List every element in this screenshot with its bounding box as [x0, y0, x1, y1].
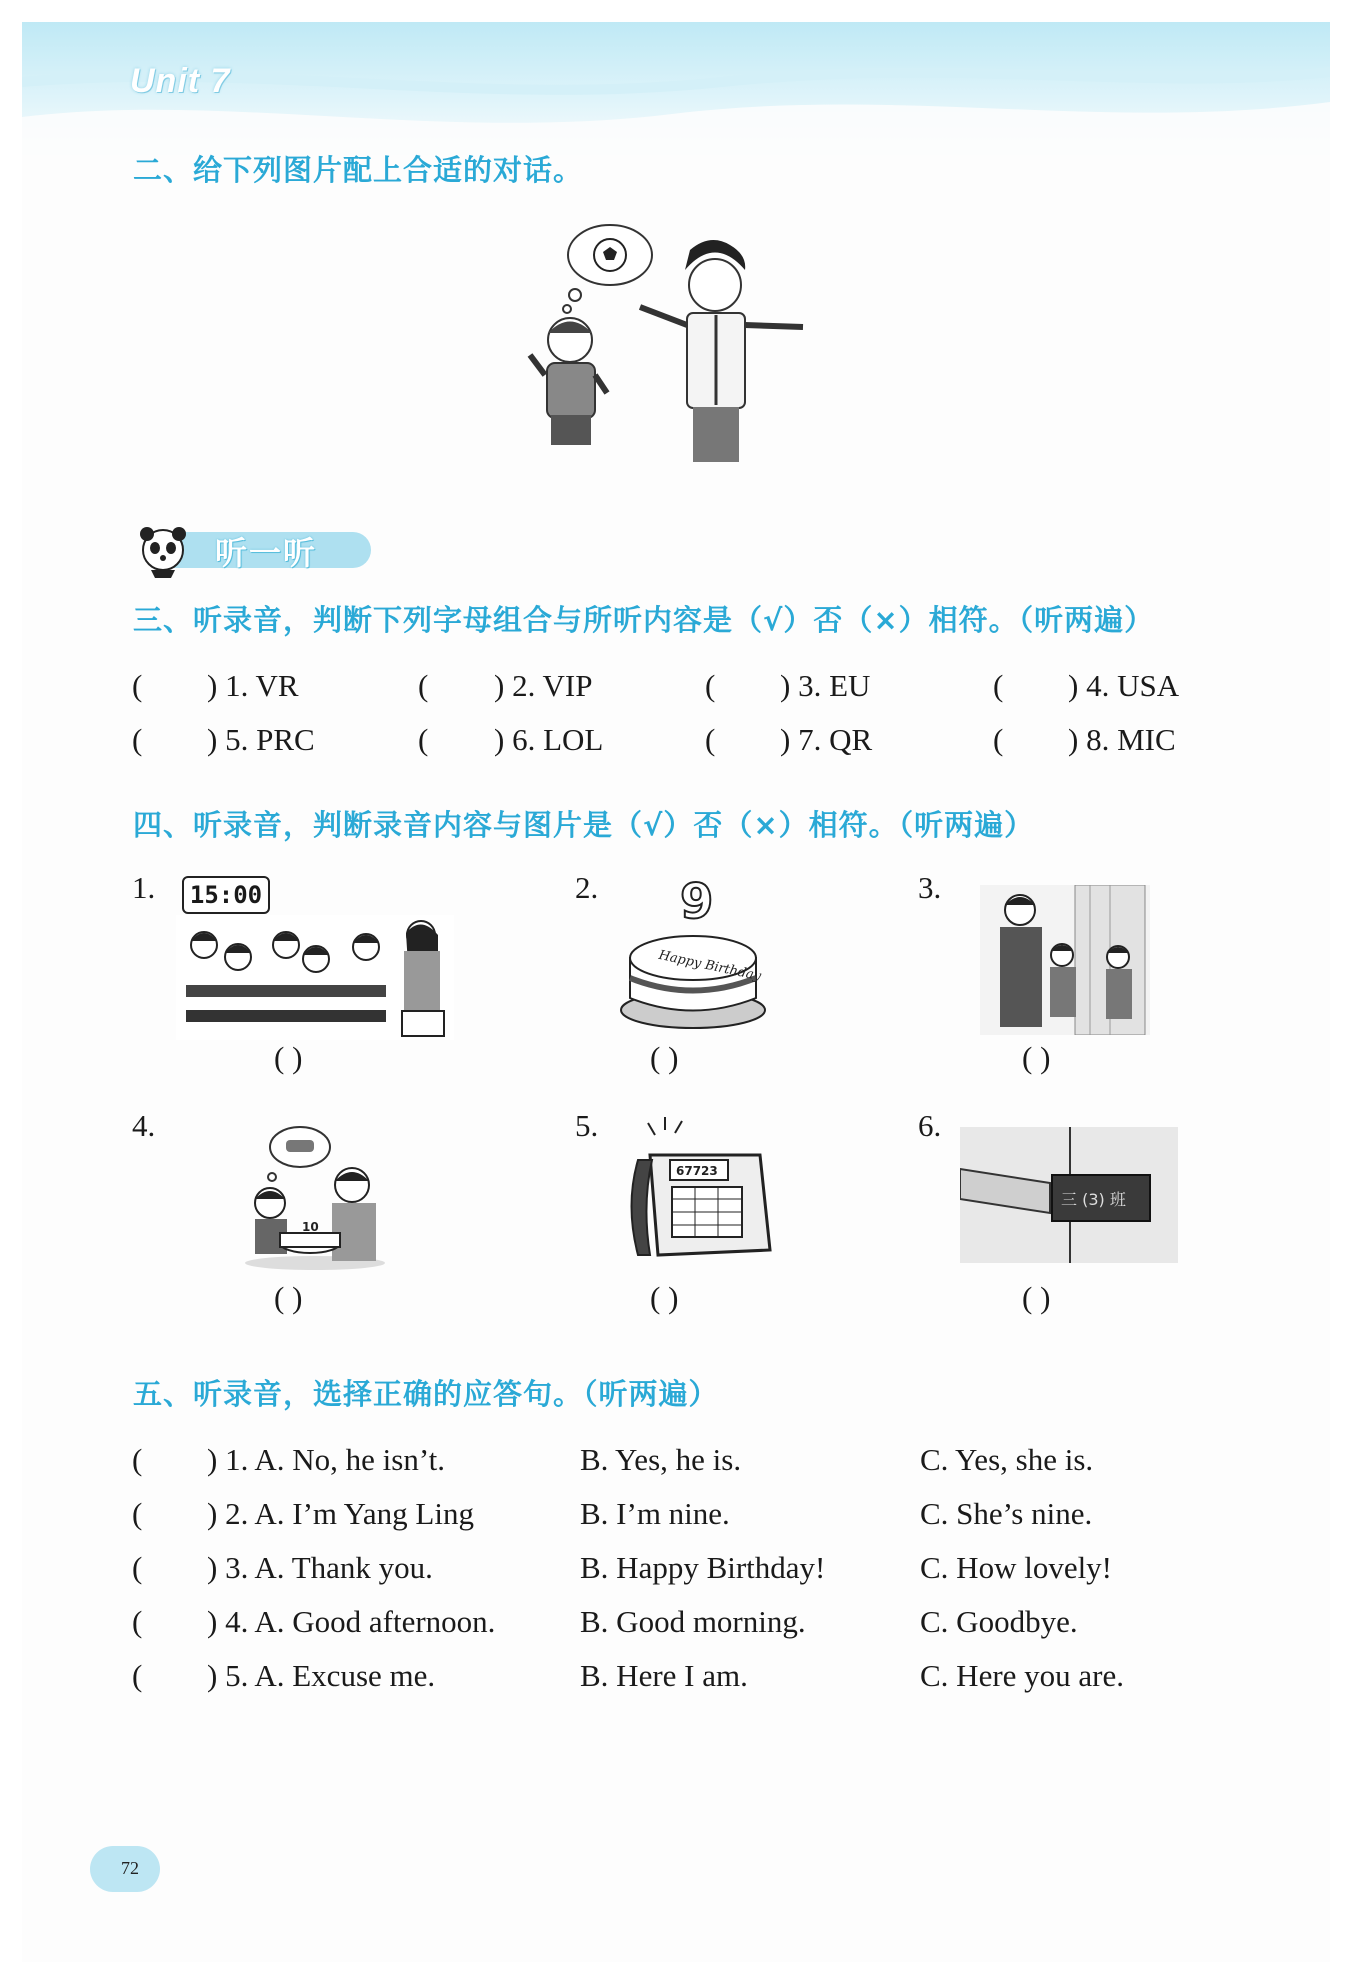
telephone-illustration	[620, 1115, 775, 1275]
letter-item: ) 7. QR	[780, 722, 873, 757]
clock-display: 15:00	[182, 876, 270, 914]
answer-blank-open: (	[705, 722, 716, 757]
letter-item: ) 2. VIP	[494, 668, 593, 703]
answer-blank-open: (	[418, 722, 429, 757]
answer-blank-open: (	[418, 668, 429, 703]
option-b: B. Good morning.	[580, 1604, 806, 1639]
listen-banner	[133, 520, 373, 572]
option-b: B. Happy Birthday!	[580, 1550, 826, 1585]
class-sign-text: 三 (3) 班	[1061, 1190, 1126, 1209]
answer-blank-open: (	[132, 1496, 143, 1531]
section-4-title: 四、听录音，判断录音内容与图片是（√）否（×）相符。（听两遍）	[133, 808, 1035, 842]
answer-blank-open: (	[132, 1658, 143, 1693]
man-and-children-at-door-illustration	[980, 885, 1150, 1035]
letter-item: ) 4. USA	[1068, 668, 1180, 703]
cake-number: 10	[302, 1220, 319, 1234]
letter-item: ) 1. VR	[207, 668, 299, 703]
unit-title: Unit 7	[130, 62, 231, 100]
option-b: B. I’m nine.	[580, 1496, 730, 1531]
cake-text: Happy Birthday	[657, 947, 763, 985]
answer-blank: ( )	[274, 1280, 303, 1315]
birthday-cake-illustration	[618, 878, 768, 1038]
panda-icon	[133, 520, 193, 580]
boy-and-man-soccer-illustration	[515, 215, 835, 465]
letter-item: ) 8. MIC	[1068, 722, 1176, 757]
answer-blank: ( )	[274, 1040, 303, 1075]
picture-number: 4.	[132, 1108, 156, 1143]
phone-number: 67723	[676, 1164, 718, 1178]
option-c: C. How lovely!	[920, 1550, 1113, 1585]
option-c: C. Yes, she is.	[920, 1442, 1094, 1477]
answer-blank: ( )	[1022, 1280, 1051, 1315]
answer-blank: ( )	[650, 1040, 679, 1075]
option-b: B. Here I am.	[580, 1658, 748, 1693]
answer-blank-open: (	[993, 722, 1004, 757]
answer-blank-open: (	[132, 1442, 143, 1477]
answer-blank: ( )	[1022, 1040, 1051, 1075]
listen-label: 听一听	[215, 534, 318, 572]
page-number: 72	[121, 1858, 139, 1878]
option-a: ) 2. A. I’m Yang Ling	[207, 1496, 474, 1531]
option-a: ) 1. A. No, he isn’t.	[207, 1442, 445, 1477]
picture-number: 1.	[132, 870, 156, 905]
picture-number: 6.	[918, 1108, 942, 1143]
option-a: ) 4. A. Good afternoon.	[207, 1604, 496, 1639]
answer-blank-open: (	[132, 1604, 143, 1639]
letter-item: ) 3. EU	[780, 668, 871, 703]
option-c: C. She’s nine.	[920, 1496, 1093, 1531]
option-a: ) 3. A. Thank you.	[207, 1550, 433, 1585]
picture-number: 5.	[575, 1108, 599, 1143]
option-b: B. Yes, he is.	[580, 1442, 742, 1477]
letter-item: ) 5. PRC	[207, 722, 315, 757]
answer-blank-open: (	[132, 1550, 143, 1585]
picture-number: 3.	[918, 870, 942, 905]
answer-blank-open: (	[132, 722, 143, 757]
option-c: C. Here you are.	[920, 1658, 1124, 1693]
section-2-title: 二、给下列图片配上合适的对话。	[133, 153, 584, 187]
class-sign-illustration	[960, 1127, 1178, 1263]
answer-blank-open: (	[132, 668, 143, 703]
option-a: ) 5. A. Excuse me.	[207, 1658, 436, 1693]
boy-and-father-birthday-illustration	[240, 1125, 395, 1270]
option-c: C. Goodbye.	[920, 1604, 1078, 1639]
cake-number: 9	[680, 878, 714, 930]
classroom-illustration	[176, 915, 454, 1040]
letter-item: ) 6. LOL	[494, 722, 604, 757]
answer-blank: ( )	[650, 1280, 679, 1315]
picture-number: 2.	[575, 870, 599, 905]
section-3-title: 三、听录音，判断下列字母组合与所听内容是（√）否（×）相符。（听两遍）	[133, 603, 1155, 637]
section-5-title: 五、听录音，选择正确的应答句。（听两遍）	[133, 1377, 719, 1411]
answer-blank-open: (	[993, 668, 1004, 703]
answer-blank-open: (	[705, 668, 716, 703]
